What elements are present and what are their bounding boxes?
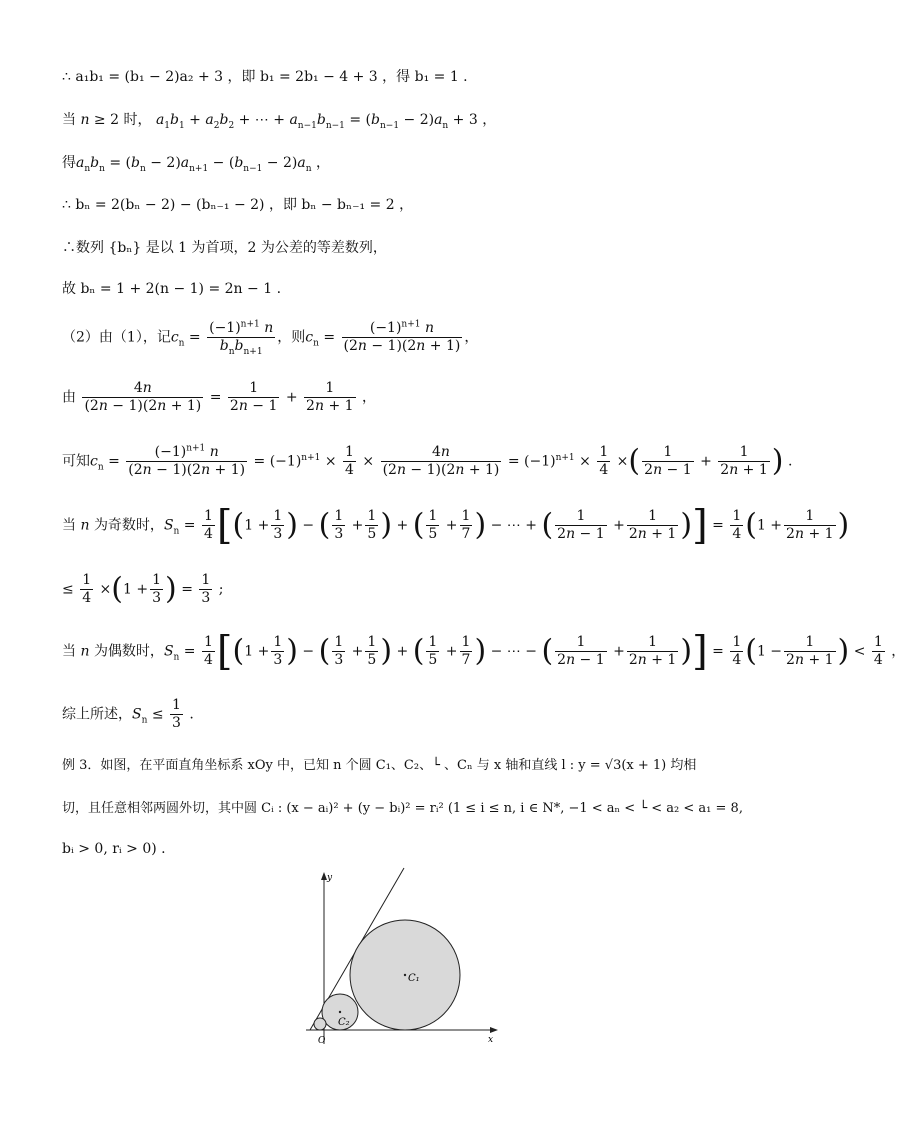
line-4: ∴ bₙ = 2(bₙ − 2) − (bₙ₋₁ − 2) ，即 bₙ − bₙ₋₁ = 2 ， [62,197,414,213]
l10-prefix: 当 [62,517,76,534]
y-axis-label: y [327,873,333,883]
line-8: 由 $\frac{4n}{(2n - 1)(2n + 1)}$ = $\frac{1}{2n - 1}$ + $\frac{1}{2n + 1}$ ， [62,380,376,414]
l2-prefix: 当 [62,112,76,128]
x-axis-arrow-icon [490,1027,498,1033]
l10-mid: 为奇数时， [93,517,164,534]
l9-prefix: 可知 [62,453,90,470]
line-10: 当 n 为奇数时，$S_n$ = $\frac{1}{4}$ [(1 + $\frac{1}{3}$ ) − ( $\frac{1}{3}$ + $\frac{1}{5}$ ) + ( $\frac{1}{5}$ + $\frac{1}{7}$ ) − ⋯ + ( $\frac{1}{2n - 1}$ + $\frac{1}{2n + 1}$ )] = $\frac{1}{4}$ (1 + $\frac{1}{2n + 1}$ ) [62,502,850,549]
line-9: 可知$c_n$ = $\frac{(-1)^{n+1} n}{(2n - 1)(2n + 1)}$ = $(-1)^{n+1}$ × $\frac{1}{4}$ × $\frac{4n}{(2n - 1)(2n + 1)}$ = $(-1)^{n+1}$ × $\frac{1}{4}$ ×( $\frac{1}{2n - 1}$ + $\frac{1}{2n + 1}$ ) . [62,443,793,479]
c2-label: C₂ [338,1017,350,1028]
circle-c3 [314,1018,326,1030]
l3-prefix: 得 [62,155,76,171]
line-13: 综上所述，$S_n$ ≤ $\frac{1}{3}$ . [62,697,194,731]
line-7: （2）由（1），记$c_n$ = $\frac{(-1)^{n+1} n}{b_nb_{n+1}}$ ，则$c_n$ = $\frac{(-1)^{n+1} n}{(2n - 1)(2n + 1)}$ ， [62,319,479,357]
origin-label: O [318,1036,326,1046]
line-5: ∴数列 {bₙ} 是以 1 为首项，2 为公差的等差数列， [62,240,387,256]
line-15: 切，且任意相邻两圆外切，其中圆 Cᵢ : (x − aᵢ)² + (y − bᵢ)² = rᵢ² (1 ≤ i ≤ n, i ∈ N*, −1 < aₙ < └ < a₂ < a₁ = 8, [62,801,743,816]
line-6: 故 bₙ = 1 + 2(n − 1) = 2n − 1 . [62,281,282,297]
line-1: ∴ a₁b₁ = (b₁ − 2)a₂ + 3 ，即 b₁ = 2b₁ − 4 + 3 ，得 b₁ = 1 . [62,69,468,85]
line-16: bᵢ > 0, rᵢ > 0) . [62,841,166,857]
l12-prefix: 当 [62,643,76,660]
line-12: 当 n 为偶数时，$S_n$ = $\frac{1}{4}$ [(1 + $\frac{1}{3}$ ) − ( $\frac{1}{3}$ + $\frac{1}{5}$ ) + ( $\frac{1}{5}$ + $\frac{1}{7}$ ) − ⋯ − ( $\frac{1}{2n - 1}$ + $\frac{1}{2n + 1}$ )] = $\frac{1}{4}$ (1 − $\frac{1}{2n + 1}$ ) < $\frac{1}{4}$ ， [62,628,905,675]
c1-center-dot [404,974,406,976]
c1-label: C₁ [408,973,420,984]
l13-prefix: 综上所述， [62,706,132,723]
l12-mid: 为偶数时， [93,643,164,660]
line-2: 当 n ≥ 2 时， $a_1b_1 + a_2b_2$ + ⋯ + $a_{n-1}b_{n-1} = (b_{n-1} - 2)a_n + 3$ ， [62,112,497,131]
l7-mid: ，则 [277,329,306,346]
c2-center-dot [339,1011,341,1013]
l7-prefix: （2）由（1），记 [62,329,171,346]
l8-prefix: 由 [62,389,76,406]
circles-figure [300,868,510,1048]
l2-mid: 时， [123,112,152,128]
line-3: 得$a_nb_n = (b_n - 2)a_{n+1} - (b_{n-1} - 2)a_n$ ， [62,155,330,174]
line-14-example3: 例 3．如图，在平面直角坐标系 xOy 中，已知 n 个圆 C₁、C₂、└ 、Cₙ 与 x 轴和直线 l : y = √3(x + 1) 均相 [62,758,697,773]
x-axis-label: x [488,1035,494,1045]
line-11: ≤ $\frac{1}{4}$ ×(1 + $\frac{1}{3}$ ) = $\frac{1}{3}$ ; [62,571,224,607]
